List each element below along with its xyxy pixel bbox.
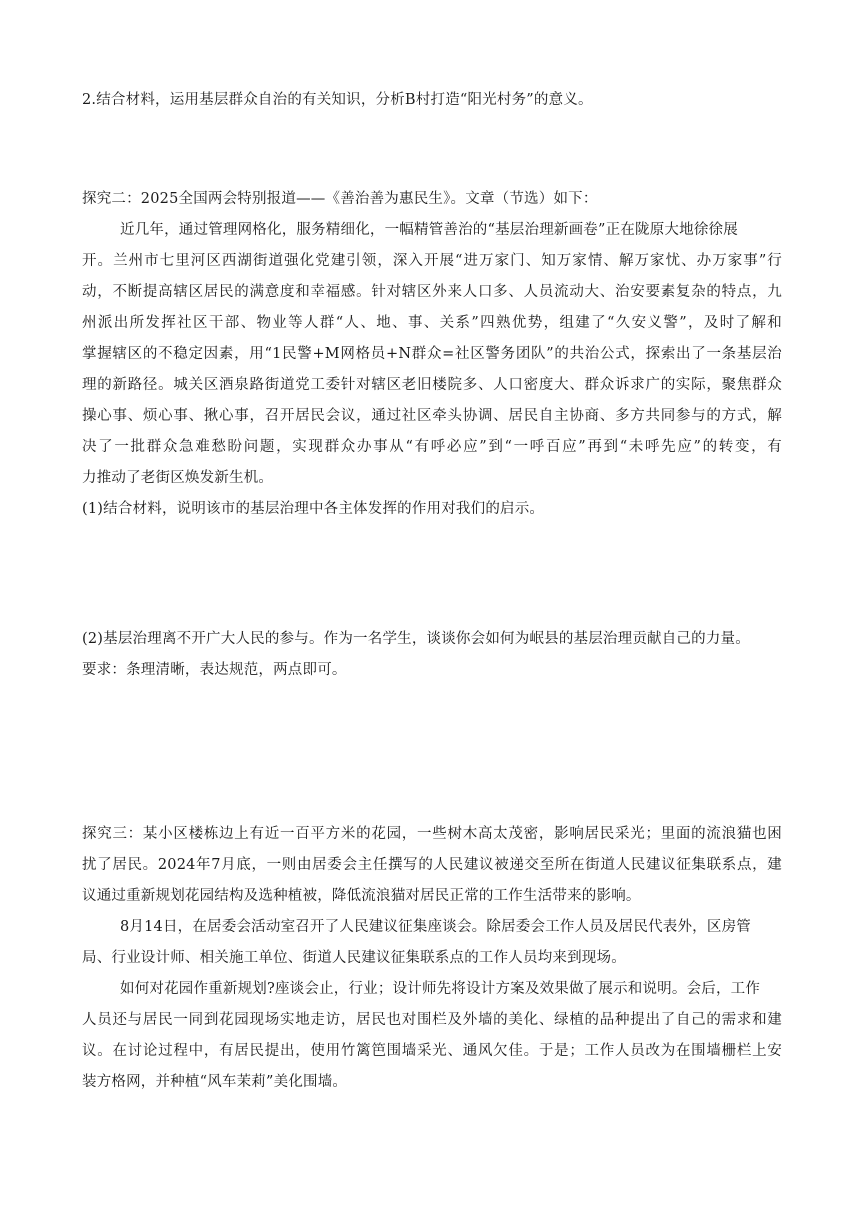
explore-2-question-2: (2)基层治理离不开广大人民的参与。作为一名学生，谈谈你会如何为岷县的基层治理贡献自己的力量。 xyxy=(82,631,750,647)
explore-2-para-line: 操心事、烦心事、揪心事，召开居民会议，通过社区牵头协调、居民自主协商、多方共同参与的方式，解 xyxy=(82,408,782,424)
explore-2-para-line: 近几年，通过管理网格化，服务精细化，一幅精管善治的“基层治理新画卷”正在陇原大地徐徐展 xyxy=(120,222,738,238)
explore-3-para-line: 装方格网，并种植“风车茉莉”美化围墙。 xyxy=(82,1074,348,1090)
explore-2-heading: 探究二：2025全国两会特别报道——《善治善为惠民生》。文章（节选）如下： xyxy=(82,191,598,207)
question-2: 2.结合材料，运用基层群众自治的有关知识，分析B村打造“阳光村务”的意义。 xyxy=(82,92,593,108)
explore-2-para-line: 开。兰州市七里河区西湖街道强化党建引领，深入开展“进万家门、知万家情、解万家忧、办万家事”行 xyxy=(82,253,782,269)
explore-2-para-line: 决了一批群众急难愁盼问题，实现群众办事从“有呼必应”到“一呼百应”再到“未呼先应”的转变，有 xyxy=(82,439,782,455)
explore-2-question-1: (1)结合材料，说明该市的基层治理中各主体发挥的作用对我们的启示。 xyxy=(82,501,545,517)
explore-2-para-line: 州派出所发挥社区干部、物业等人群“人、地、事、关系”四熟优势，组建了“久安义警”，及时了解和 xyxy=(82,315,782,331)
explore-3-para-line: 议通过重新规划花园结构及选种植被，降低流浪猫对居民正常的工作生活带来的影响。 xyxy=(82,888,641,904)
explore-2-para-line: 理的新路径。城关区酒泉路街道党工委针对辖区老旧楼院多、人口密度大、群众诉求广的实际，聚焦群众 xyxy=(82,377,782,393)
explore-3-para-line: 扰了居民。2024年7月底，一则由居委会主任撰写的人民建议被递交至所在街道人民建议征集联系点，建 xyxy=(82,857,782,873)
explore-3-para-line: 8月14日，在居委会活动室召开了人民建议征集座谈会。除居委会工作人员及居民代表外，区房管 xyxy=(120,919,751,935)
explore-3-para-line: 人员还与居民一同到花园现场实地走访，居民也对围栏及外墙的美化、绿植的品种提出了自己的需求和建 xyxy=(82,1012,782,1028)
explore-2-question-2-requirement: 要求：条理清晰，表达规范，两点即可。 xyxy=(82,662,347,678)
explore-3-para-line: 议。在讨论过程中，有居民提出，使用竹篱笆围墙采光、通风欠佳。于是；工作人员改为在围墙栅栏上安 xyxy=(82,1043,782,1059)
explore-2-para-line: 掌握辖区的不稳定因素，用“1民警+M网格员+N群众=社区警务团队”的共治公式，探索出了一条基层治 xyxy=(82,346,782,362)
explore-3-para-line: 局、行业设计师、相关施工单位、街道人民建议征集联系点的工作人员均来到现场。 xyxy=(82,950,626,966)
explore-3-para-line: 如何对花园作重新规划?座谈会止，行业；设计师先将设计方案及效果做了展示和说明。会后，工作 xyxy=(120,981,761,997)
explore-2-para-line: 力推动了老街区焕发新生机。 xyxy=(82,470,274,486)
explore-3-para-line: 探究三：某小区楼栋边上有近一百平方米的花园，一些树木高太茂密，影响居民采光；里面的流浪猫也困 xyxy=(82,826,782,842)
explore-2-para-line: 动，不断提高辖区居民的满意度和幸福感。针对辖区外来人口多、人员流动大、治安要素复杂的特点，九 xyxy=(82,284,782,300)
